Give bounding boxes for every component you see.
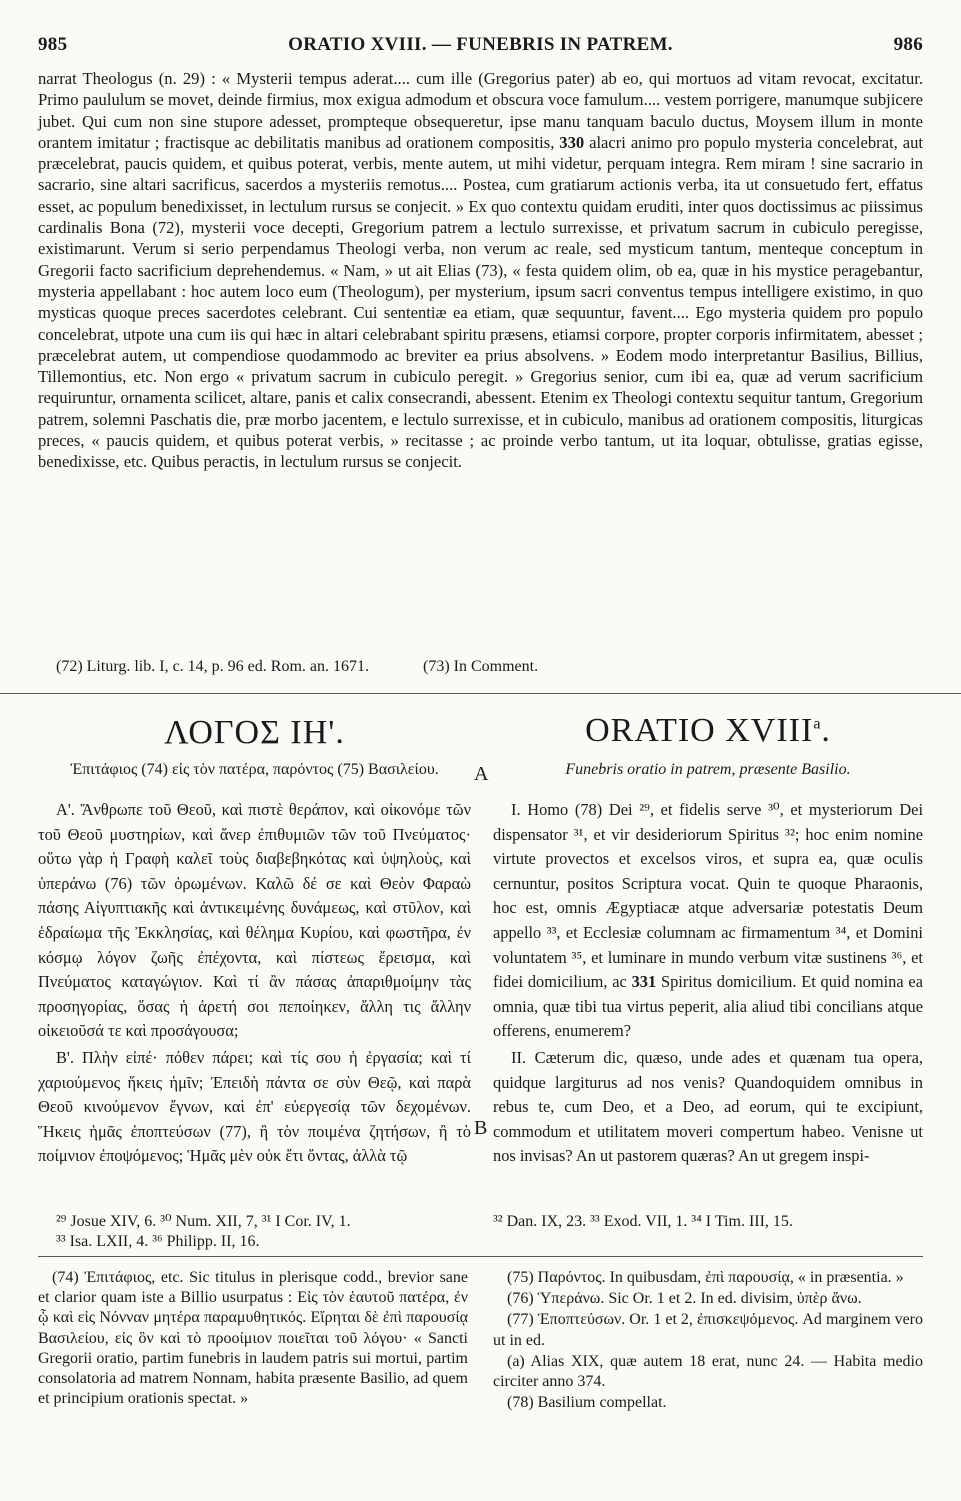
note-78: (78) Basilium compellat.	[507, 1394, 667, 1412]
notes-left	[38, 1268, 468, 1410]
footnote-73: (73) In Comment.	[423, 658, 539, 675]
greek-paragraph-2: Β'. Πλὴν εἰπέ· πόθεν πάρει; καὶ τίς σου ἡ ἐργασία; καὶ τί χαριούμενος ἥκεις ἡμῖν; Ἐπειδὴ πάντα σε σὺν Θεῷ, καὶ παρὰ Θεοῦ κινούμενον ἔγνων, καὶ ἐπ' εὐεργεσίᾳ τῶν δεχομένων. Ἥκεις ἡμᾶς ἐποπτεύσων (77), ἢ τὸν ποιμένα ζητήσων, ἢ τὸ ποίμνιον ἐποψόμενος; Ἡμᾶς μὲν οὐκ ἔτι ὄντας, ἀλλὰ τῷ	[38, 1047, 471, 1166]
commentary-footnotes	[56, 657, 916, 677]
page-number-left: 985	[38, 34, 68, 55]
scripture-refs-left	[56, 1212, 476, 1252]
greek-column	[38, 706, 471, 1171]
scripture-refs-right	[493, 1212, 933, 1232]
latin-title-superscript: a	[813, 715, 822, 733]
commentary-text-2: alacri animo pro populo mysteria concelebrat, aut præcelebrat, paucis quidem, et quibus poterat, verbis, mente autem, ut mihi videtur, perquam integra. Rem miram ! sine sacrario in sacrario, sine altari sacrificus, sacerdos a mysteriis remotus.... Postea, cum gratiarum actionis verba, ita ut consuetudo fert, effatus esset, ac populum benedixisset, in lectulum rursus se conjecit. » Ex quo contextu quidam eruditi, inter quos doctissimus ac piissimus cardinalis Bona (72), mysterii voce decepti, Gregorium patrem a lectulo surrexisse, et privatum sacrum in cubiculo peregisse, existimarunt. Verum si serio perpendamus Theologi verba, non verum ac reale, sed mysticum tantum, menteque conceptum in Gregorii facto sacrificium deprehendemus. « Nam, » ut ait Elias (73), « festa quidem olim, ob ea, quæ in his mystice peragebantur, mysteria appellabant : hoc autem loco eum (Theologum), per mysterium, ipsum sacri conventus tempus intelligere existimo, in quo mysticas quoque preces sacerdotes celebrant. Cui sententiæ ea etiam, quæ sequuntur, favent.... Ego mysteria quidem pro populo concelebrat, utpote una cum iis qui hæc in altari celebrabant spiritu præsens, etiamsi corpore, propter corporis infirmitatem, abesset ; præcelebrat autem, ut compendiose quodammodo ac breviter ea prius absolvens. » Eodem modo interpretantur Basilius, Billius, Tillemontius, etc. Non ergo « privatum sacrum in cubiculo peregit. » Gregorius senior, cum ibi ea, quæ ad verum sacrificium requiruntur, ornamenta scilicet, altare, panis et calix consecrandi, abessent. Etenim ex Theologi contextu sequitur tantum, Gregorium patrem, solemni Paschatis die, præ morbo jacentem, e lectulo surrexisse, et in cubiculo, manibus ad orationem compositis, liturgicas preces, « paucis quidem, et quibus poterat verbis, » recitasse ; ac proinde verbo tantum, ut ita loquar, obtulisse, gratias egisse, benedixisse, etc. Quibus peractis, in lectulum rursus se conjecit.	[38, 132, 923, 472]
latin-column	[493, 706, 923, 1171]
note-77: (77) Ἐποπτεύσων. Or. 1 et 2, ἐπισκεψόμενος. Ad marginem vero ut in ed.	[493, 1311, 923, 1349]
latin-subtitle: Funebris oratio in patrem, præsente Basilio.	[565, 761, 851, 778]
latin-text-1b: Spiritus domicilium. Et quid nomina ea omnia, quæ tibi tua virtus peperit, alia aliud tibi concilians atque offerens, enumerem?	[493, 972, 923, 1041]
running-title: ORATIO XVIII. — FUNEBRIS IN PATREM.	[288, 34, 673, 55]
note-76: (76) Ὑπεράνω. Sic Or. 1 et 2. In ed. divisim, ὑπὲρ ἄνω.	[507, 1290, 862, 1308]
column-marker-331: 331	[631, 972, 657, 992]
page-number-right: 986	[893, 34, 923, 55]
scripture-line: ²⁹ Josue XIV, 6. ³⁰ Num. XII, 7, ³¹ I Cor. IV, 1.	[56, 1213, 351, 1230]
margin-letter-a: A	[474, 763, 489, 785]
latin-body	[493, 798, 923, 1169]
greek-subtitle: Ἐπιτάφιος (74) εἰς τὸν πατέρα, παρόντος (75) Βασιλείου.	[70, 761, 439, 778]
section-divider	[0, 693, 961, 694]
greek-paragraph-1: Α'. Ἄνθρωπε τοῦ Θεοῦ, καὶ πιστὲ θεράπον, καὶ οἰκονόμε τῶν τοῦ Θεοῦ μυστηρίων, καὶ ἄνερ ἐπιθυμιῶν τῶν τοῦ Πνεύματος· οὕτω γὰρ ἡ Γραφὴ καλεῖ τοὺς διαβεβηκότας καὶ ὑψηλοὺς, καὶ ὑπεράνω (76) τῶν ὁρωμένων. Καλῶ δέ σε καὶ Θεὸν Φαραὼ πάσης Αἰγυπτιακῆς καὶ ἀντικειμένης δυνάμεως, καὶ στῦλον, καὶ ἑδραίωμα τῆς Ἐκκλησίας, καὶ θέλημα Κυρίου, καὶ φωστῆρα, ἐν κόσμῳ λόγον ζωῆς ἐπέχοντα, καὶ πίστεως ἔρεισμα, καὶ Πνεύματος καταγώγιον. Καὶ τί ἂν πάσας ἀπαριθμοίμην τὰς προσηγορίας, ὅσας ἡ ἀρετή σοι πεποίηκεν, ἄλλη τις ἄλλην οἰκειοῦσά τε καὶ προσάγουσα;	[38, 800, 471, 1041]
latin-title-text: ORATIO XVIII	[585, 712, 814, 749]
note-a: (a) Alias XIX, quæ autem 18 erat, nunc 24. — Habita medio circiter anno 374.	[493, 1352, 923, 1391]
commentary-text-1: narrat Theologus (n. 29) : « Mysterii tempus aderat.... cum ille (Gregorius pater) ab eo, qui mortuos ad vitam revocat, excitatur. Primo paululum se movet, deinde firmius, mox exigua admodum et obscura voce famulum.... vestem porrigere, manumque subjicere jubet. Qui cum non sine stupore adesset, prompteque obsequeretur, ipse manu tanquam baculo ductus, Moysem illum in monte orantem imitatur ; fractisque ac debilitatis manibus ad orationem compositis,	[38, 69, 923, 152]
commentary-block	[38, 68, 923, 473]
note-74: (74) Ἐπιτάφιος, etc. Sic titulus in plerisque codd., brevior sane et clarior quam iste a Billio usurpatus : Εἰς τὸν ἑαυτοῦ πατέρα, ἐν ᾧ καὶ εἰς Νόνναν μητέρα παραμυθητικός. Εἴρηται δὲ ἐπὶ παρουσίᾳ Βασιλείου, εἰς ὃν καὶ τὸ προοίμιον ποιεῖται τοῦ λόγου· « Sancti Gregorii oratio, partim funebris in laudem patris sui mortui, partim consolatoria ad matrem Nonnam, habita præsente Basilio, ad quem et principium orationis spectat. »	[38, 1269, 468, 1408]
notes-divider	[38, 1256, 923, 1257]
latin-title: ORATIO XVIII$^a$.	[585, 712, 831, 749]
footnote-72: (72) Liturg. lib. I, c. 14, p. 96 ed. Rom. an. 1671.	[56, 658, 369, 675]
commentary-paragraph	[38, 68, 923, 473]
margin-letter-b: B	[474, 1117, 488, 1139]
latin-paragraph-2: II. Cæterum dic, quæso, unde ades et quænam tua opera, quidque largiturus ad nos venis? Quandoquidem omnibus in rebus te, cum Deo, et a Deo, ad eorum, qui te excipiunt, commodum et utilitatem moveri compertum habeo. Venisne ut nos invisas? An ut pastorem quæras? An ut gregem inspi-	[493, 1047, 923, 1166]
greek-title: ΛΟΓΟΣ ΙΗ'.	[164, 714, 345, 751]
scripture-line: ³² Dan. IX, 23. ³³ Exod. VII, 1. ³⁴ I Tim. III, 15.	[493, 1213, 793, 1230]
notes-right	[493, 1268, 923, 1414]
greek-body	[38, 798, 471, 1169]
latin-text-1a: I. Homo (78) Dei ²⁹, et fidelis serve ³⁰, et mysteriorum Dei dispensator ³¹, et vir desideriorum Spiritus ³²; hoc enim nomine virtute provectos et excelsos viros, et supra ea, quæ oculis cernuntur, positos Scriptura vocat. Quin te quoque Pharaonis, hoc est, omnis Ægyptiacæ atque adversariæ potestatis Deum appello ³³, et Ecclesiæ columnam ac firmamentum ³⁴, et Domini voluntatem ³⁵, et luminare in mundo verbum vitæ sustinens ³⁶, et fidei domicilium, ac	[493, 800, 923, 992]
latin-paragraph-1	[493, 798, 923, 1044]
running-header	[38, 34, 923, 62]
column-marker-330: 330	[559, 132, 585, 152]
scripture-line: ³³ Isa. LXII, 4. ³⁶ Philipp. II, 16.	[56, 1233, 260, 1250]
note-75: (75) Παρόντος. In quibusdam, ἐπὶ παρουσίᾳ, « in præsentia. »	[507, 1269, 904, 1286]
